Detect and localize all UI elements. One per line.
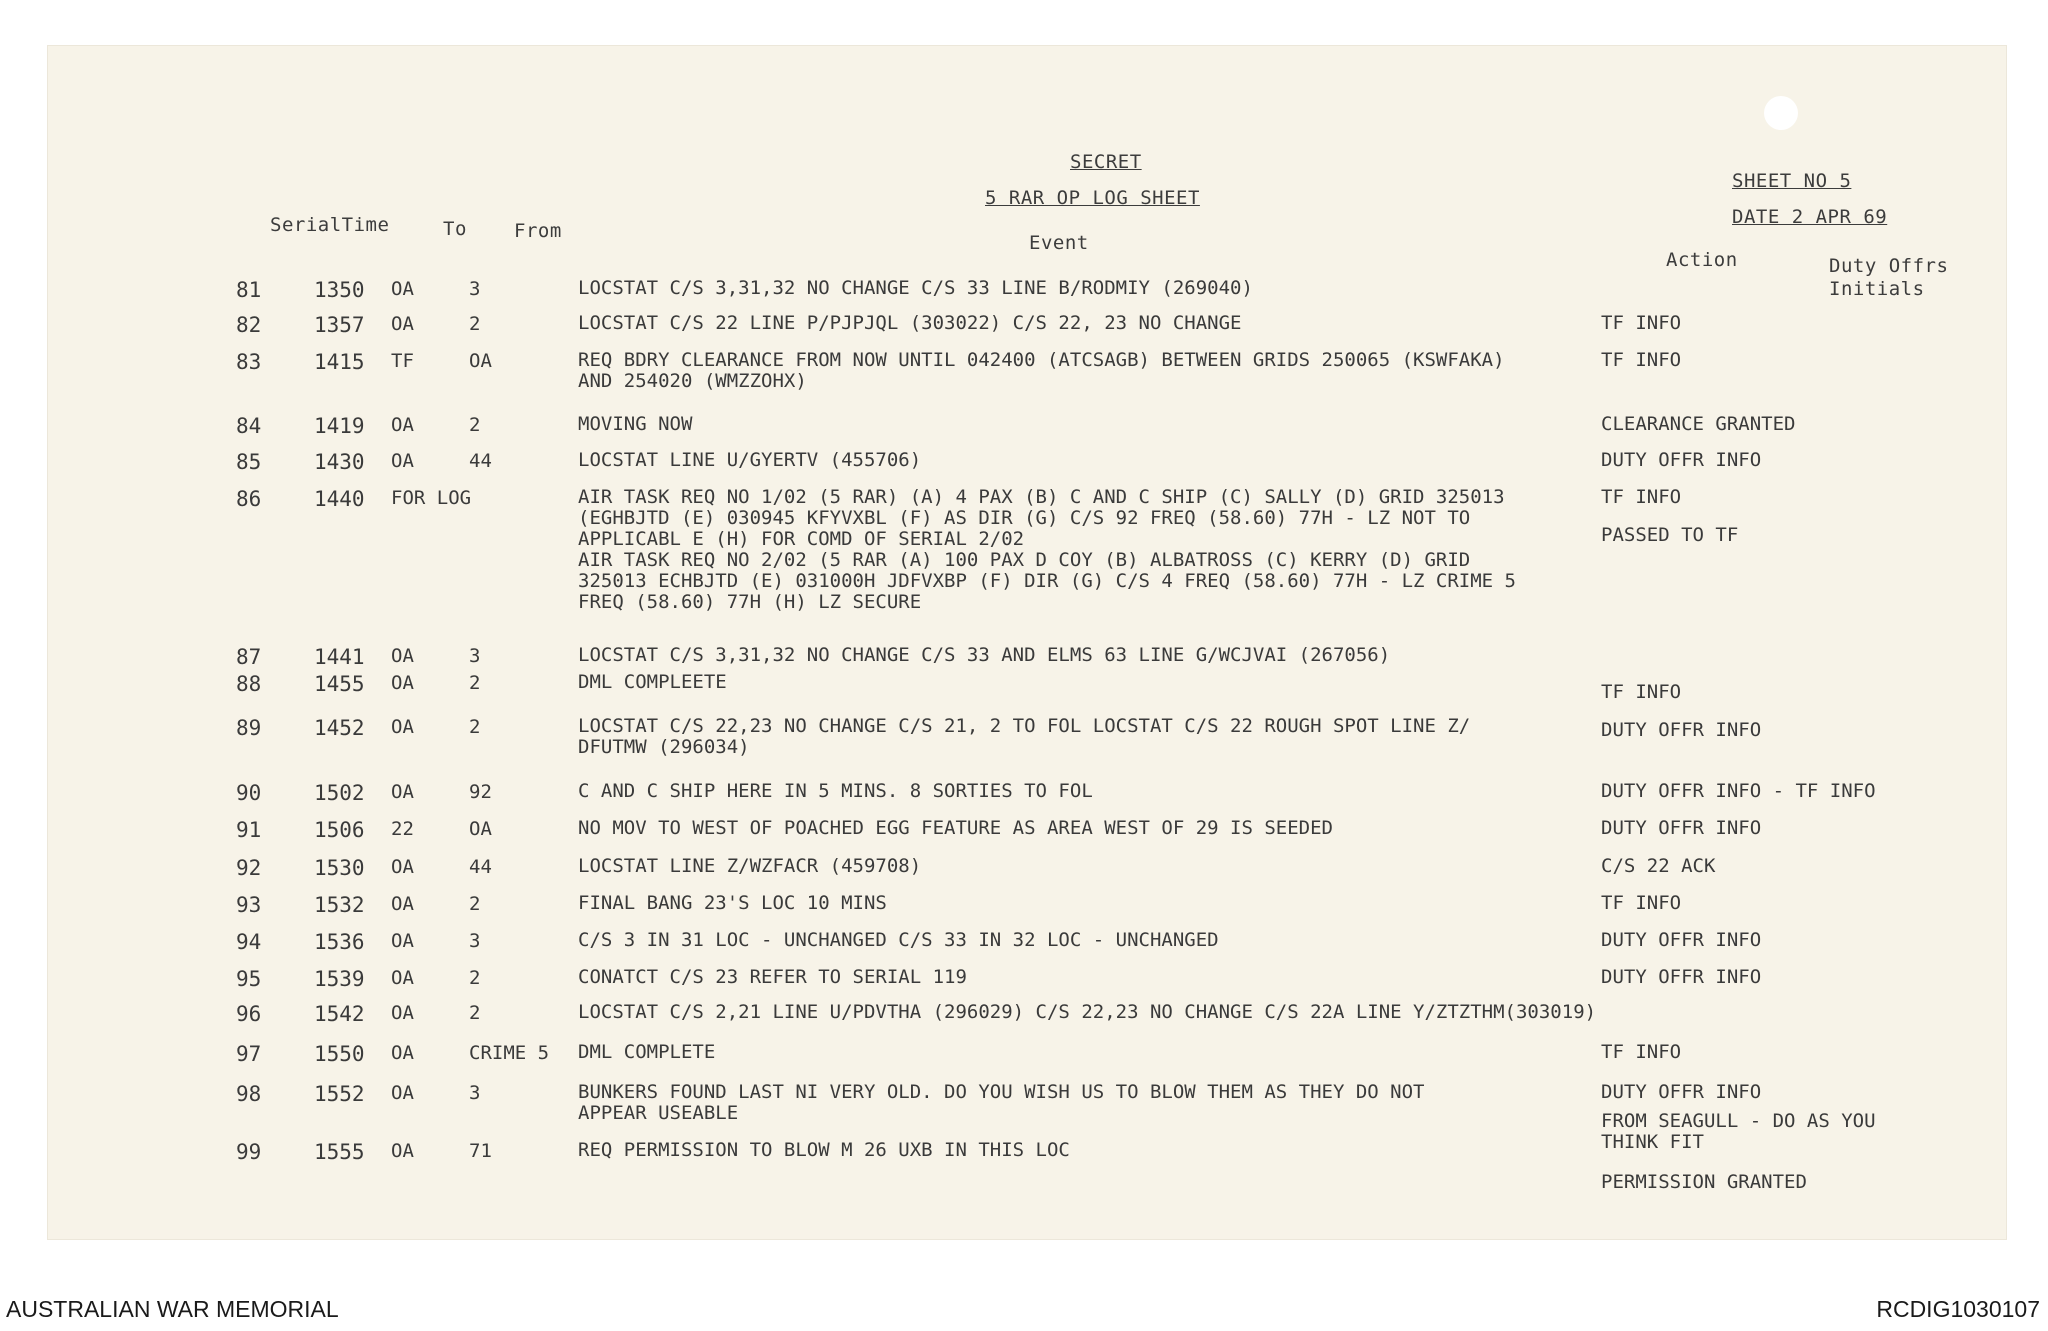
- entry-from: 2: [469, 672, 481, 694]
- serial-number: 81: [236, 278, 262, 302]
- column-header-event: Event: [1029, 232, 1089, 254]
- event-text: [578, 1002, 1596, 1023]
- entry-time: 1502: [314, 781, 365, 805]
- event-text: [578, 450, 921, 471]
- entry-time: 1552: [314, 1082, 365, 1106]
- document-title: 5 RAR OP LOG SHEET: [985, 187, 1200, 209]
- entry-time: 1542: [314, 1002, 365, 1026]
- serial-number: 93: [236, 893, 262, 917]
- entry-to: 22: [391, 818, 414, 840]
- entry-from: 3: [469, 278, 481, 300]
- serial-number: 97: [236, 1042, 262, 1066]
- event-text: [578, 414, 692, 435]
- sheet-number: SHEET NO 5: [1732, 170, 1852, 192]
- event-line: REQ BDRY CLEARANCE FROM NOW UNTIL 042400 (ATCSAGB) BETWEEN GRIDS 250065 (KSWFAKA): [578, 349, 1505, 371]
- event-line: (EGHBJTD (E) 030945 KFYVXBL (F) AS DIR (G) C/S 92 FREQ (58.60) 77H - LZ NOT TO: [578, 507, 1471, 529]
- action-text: [1601, 930, 1761, 951]
- entry-time: 1530: [314, 856, 365, 880]
- top-margin: [0, 0, 2048, 44]
- column-header-to: To: [443, 218, 467, 240]
- action-text: [1601, 450, 1761, 471]
- entry-from: CRIME 5: [469, 1042, 550, 1064]
- action-text: [1601, 1082, 1876, 1153]
- entry-from: 71: [469, 1140, 492, 1162]
- event-text: [578, 278, 1253, 299]
- event-text: [578, 856, 921, 877]
- event-line: LOCSTAT LINE U/GYERTV (455706): [578, 449, 922, 471]
- entry-from: OA: [469, 818, 492, 840]
- entry-time: 1455: [314, 672, 365, 696]
- event-text: [578, 893, 887, 914]
- event-line: REQ PERMISSION TO BLOW M 26 UXB IN THIS LOC: [578, 1139, 1070, 1161]
- event-line: LOCSTAT C/S 2,21 LINE U/PDVTHA (296029) C/S 22,23 NO CHANGE C/S 22A LINE Y/ZTZTHM(303019): [578, 1001, 1597, 1023]
- column-header-action: Action: [1666, 249, 1738, 271]
- event-line: BUNKERS FOUND LAST NI VERY OLD. DO YOU WISH US TO BLOW THEM AS THEY DO NOT: [578, 1081, 1425, 1103]
- event-line: DML COMPLETE: [578, 1041, 716, 1063]
- entry-from: 2: [469, 1002, 481, 1024]
- event-line: LOCSTAT C/S 3,31,32 NO CHANGE C/S 33 AND ELMS 63 LINE G/WCJVAI (267056): [578, 644, 1391, 666]
- event-line: C AND C SHIP HERE IN 5 MINS. 8 SORTIES TO FOL: [578, 780, 1093, 802]
- entry-time: 1357: [314, 313, 365, 337]
- action-line: CLEARANCE GRANTED: [1601, 413, 1796, 435]
- event-text: [578, 716, 1470, 758]
- serial-number: 86: [236, 487, 262, 511]
- entry-to: OA: [391, 930, 414, 952]
- serial-number: 87: [236, 645, 262, 669]
- action-line: FROM SEAGULL - DO AS YOU: [1601, 1110, 1876, 1132]
- action-line: TF INFO: [1601, 312, 1682, 334]
- entry-time: 1550: [314, 1042, 365, 1066]
- entry-from: 2: [469, 893, 481, 915]
- event-line: AND 254020 (WMZZOHX): [578, 370, 807, 392]
- event-line: 325013 ECHBJTD (E) 031000H JDFVXBP (F) DIR (G) C/S 4 FREQ (58.60) 77H - LZ CRIME 5: [578, 570, 1516, 592]
- entry-time: 1452: [314, 716, 365, 740]
- entry-to: OA: [391, 716, 414, 738]
- punch-hole: [1764, 96, 1798, 130]
- entry-to: OA: [391, 1140, 414, 1162]
- entry-time: 1441: [314, 645, 365, 669]
- event-line: DFUTMW (296034): [578, 736, 750, 758]
- action-line: DUTY OFFR INFO: [1601, 817, 1762, 839]
- action-line: TF INFO: [1601, 349, 1682, 371]
- event-text: [578, 350, 1505, 392]
- entry-to: OA: [391, 1042, 414, 1064]
- entry-from: 44: [469, 856, 492, 878]
- entry-to: OA: [391, 672, 414, 694]
- archive-reference: RCDIG1030107: [1876, 1296, 2040, 1322]
- column-header-serial-time: SerialTime: [270, 214, 390, 236]
- entry-from: 2: [469, 313, 481, 335]
- action-line: C/S 22 ACK: [1601, 855, 1716, 877]
- action-line: THINK FIT: [1601, 1131, 1704, 1153]
- event-line: AIR TASK REQ NO 2/02 (5 RAR (A) 100 PAX D COY (B) ALBATROSS (C) KERRY (D) GRID: [578, 549, 1471, 571]
- serial-number: 95: [236, 967, 262, 991]
- archive-name: AUSTRALIAN WAR MEMORIAL: [6, 1296, 339, 1322]
- action-line: TF INFO: [1601, 486, 1682, 508]
- event-line: FINAL BANG 23'S LOC 10 MINS: [578, 892, 887, 914]
- serial-number: 91: [236, 818, 262, 842]
- entry-to: OA: [391, 967, 414, 989]
- action-text: [1601, 818, 1761, 839]
- event-text: [578, 1140, 1070, 1161]
- serial-number: 98: [236, 1082, 262, 1106]
- entry-time: 1440: [314, 487, 365, 511]
- action-line: DUTY OFFR INFO: [1601, 966, 1762, 988]
- action-line: DUTY OFFR INFO: [1601, 1081, 1762, 1103]
- entry-to: OA: [391, 781, 414, 803]
- entry-from: OA: [469, 350, 492, 372]
- event-line: LOCSTAT C/S 3,31,32 NO CHANGE C/S 33 LINE B/RODMIY (269040): [578, 277, 1253, 299]
- action-text: [1601, 781, 1876, 802]
- serial-number: 88: [236, 672, 262, 696]
- action-text: [1601, 350, 1681, 371]
- action-line: PERMISSION GRANTED: [1601, 1171, 1807, 1193]
- action-text: [1601, 487, 1738, 546]
- event-line: APPLICABL E (H) FOR COMD OF SERIAL 2/02: [578, 528, 1025, 550]
- entry-from: 2: [469, 967, 481, 989]
- action-text: [1601, 967, 1761, 988]
- entry-from: 3: [469, 1082, 481, 1104]
- entry-time: 1532: [314, 893, 365, 917]
- action-line: TF INFO: [1601, 681, 1682, 703]
- column-header-duty-offrs: Duty Offrs: [1829, 255, 1949, 277]
- serial-number: 82: [236, 313, 262, 337]
- event-line: AIR TASK REQ NO 1/02 (5 RAR) (A) 4 PAX (B) C AND C SHIP (C) SALLY (D) GRID 325013: [578, 486, 1505, 508]
- entry-time: 1350: [314, 278, 365, 302]
- column-header-initials: Initials: [1829, 278, 1925, 300]
- entry-time: 1539: [314, 967, 365, 991]
- entry-to: OA: [391, 313, 414, 335]
- action-line: DUTY OFFR INFO - TF INFO: [1601, 780, 1876, 802]
- entry-time: 1536: [314, 930, 365, 954]
- event-line: NO MOV TO WEST OF POACHED EGG FEATURE AS AREA WEST OF 29 IS SEEDED: [578, 817, 1333, 839]
- entry-time: 1506: [314, 818, 365, 842]
- event-line: FREQ (58.60) 77H (H) LZ SECURE: [578, 591, 922, 613]
- event-line: MOVING NOW: [578, 413, 693, 435]
- entry-time: 1555: [314, 1140, 365, 1164]
- event-line: CONATCT C/S 23 REFER TO SERIAL 119: [578, 966, 967, 988]
- event-text: [578, 930, 1219, 951]
- event-line: C/S 3 IN 31 LOC - UNCHANGED C/S 33 IN 32 LOC - UNCHANGED: [578, 929, 1219, 951]
- entry-to: OA: [391, 414, 414, 436]
- entry-to: OA: [391, 893, 414, 915]
- entry-to: OA: [391, 1082, 414, 1104]
- event-text: [578, 967, 967, 988]
- entry-from: 3: [469, 930, 481, 952]
- entry-to: OA: [391, 645, 414, 667]
- event-line: LOCSTAT C/S 22 LINE P/PJPJQL (303022) C/S 22, 23 NO CHANGE: [578, 312, 1242, 334]
- event-line: LOCSTAT C/S 22,23 NO CHANGE C/S 21, 2 TO FOL LOCSTAT C/S 22 ROUGH SPOT LINE Z/: [578, 715, 1471, 737]
- entry-to: OA: [391, 856, 414, 878]
- serial-number: 96: [236, 1002, 262, 1026]
- action-line: TF INFO: [1601, 1041, 1682, 1063]
- action-line: DUTY OFFR INFO: [1601, 929, 1762, 951]
- archive-footer: [0, 1296, 2048, 1331]
- event-text: [578, 1082, 1424, 1124]
- event-text: [578, 313, 1241, 334]
- classification-label: SECRET: [1070, 151, 1142, 173]
- action-line: DUTY OFFR INFO: [1601, 449, 1762, 471]
- action-text: [1601, 893, 1681, 914]
- action-line: DUTY OFFR INFO: [1601, 719, 1762, 741]
- action-text: [1601, 1172, 1807, 1193]
- action-text: [1601, 682, 1681, 703]
- action-line: PASSED TO TF: [1601, 524, 1739, 546]
- serial-number: 85: [236, 450, 262, 474]
- action-text: [1601, 313, 1681, 334]
- event-text: [578, 487, 1516, 613]
- serial-number: 89: [236, 716, 262, 740]
- event-text: [578, 672, 727, 693]
- sheet-date: DATE 2 APR 69: [1732, 206, 1888, 228]
- entry-time: 1430: [314, 450, 365, 474]
- action-text: [1601, 1042, 1681, 1063]
- action-text: [1601, 720, 1761, 741]
- entry-from: 44: [469, 450, 492, 472]
- event-text: [578, 1042, 715, 1063]
- event-text: [578, 781, 1093, 802]
- entry-from: 92: [469, 781, 492, 803]
- entry-time: 1415: [314, 350, 365, 374]
- action-line: TF INFO: [1601, 892, 1682, 914]
- serial-number: 83: [236, 350, 262, 374]
- entry-from: 2: [469, 716, 481, 738]
- event-line: APPEAR USEABLE: [578, 1102, 739, 1124]
- entry-to: TF: [391, 350, 414, 372]
- serial-number: 90: [236, 781, 262, 805]
- entry-to: OA: [391, 450, 414, 472]
- serial-number: 94: [236, 930, 262, 954]
- serial-number: 84: [236, 414, 262, 438]
- entry-from: 2: [469, 414, 481, 436]
- event-line: DML COMPLEETE: [578, 671, 727, 693]
- action-text: [1601, 856, 1715, 877]
- entry-time: 1419: [314, 414, 365, 438]
- entry-to: FOR LOG: [391, 487, 472, 509]
- event-text: [578, 818, 1333, 839]
- entry-to: OA: [391, 278, 414, 300]
- event-text: [578, 645, 1390, 666]
- column-header-from: From: [514, 220, 562, 242]
- entry-from: 3: [469, 645, 481, 667]
- action-text: [1601, 414, 1795, 435]
- entry-to: OA: [391, 1002, 414, 1024]
- serial-number: 92: [236, 856, 262, 880]
- event-line: LOCSTAT LINE Z/WZFACR (459708): [578, 855, 922, 877]
- serial-number: 99: [236, 1140, 262, 1164]
